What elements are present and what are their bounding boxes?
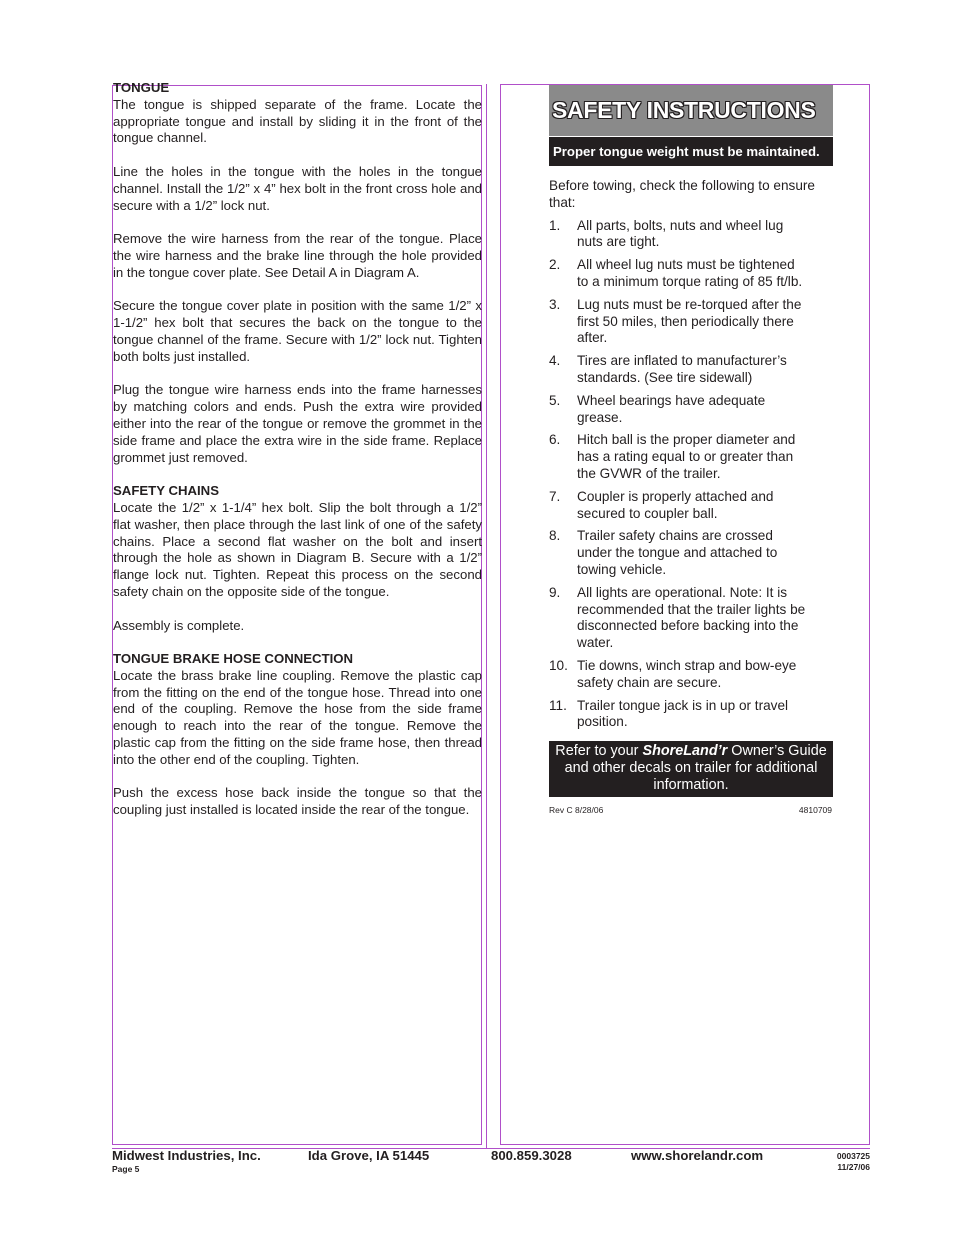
brake-hose-paragraph: Push the excess hose back inside the tongue so that the coupling just installed is located inside the rear of the tongue. [113, 785, 482, 818]
item-text: Wheel bearings have adequate grease. [577, 392, 766, 425]
item-text: Trailer safety chains are crossed under the tongue and attached to towing vehicle. [577, 528, 778, 577]
checklist-item [549, 432, 833, 482]
safety-checklist [549, 218, 833, 732]
document-number: 0003725 [836, 1151, 870, 1161]
item-number: 11. [549, 697, 567, 713]
page-number: Page 5 [112, 1164, 140, 1174]
item-text: Trailer tongue jack is in up or travel position. [577, 697, 789, 730]
checklist-item [549, 393, 833, 427]
item-number: 5. [549, 392, 561, 408]
item-text: All wheel lug nuts must be tightened to a minimum torque rating of 85 ft/lb. [577, 257, 803, 289]
item-text: Tie downs, winch strap and bow-eye safety chain are secure. [577, 657, 797, 690]
brake-hose-paragraph: Locate the brass brake line coupling. Remove the plastic cap from the fitting on the end of the tongue hose. Thread into one end of the coupling. Remove the hose from the side frame enough to reach into the rear of the tongue. Remove the plastic cap from the fitting on the side frame hose, then thread into the other end of the coupling. Tighten. [113, 667, 482, 767]
item-text: Lug nuts must be re-torqued after the first 50 miles, then periodically there after. [577, 296, 802, 346]
safety-title: SAFETY INSTRUCTIONS [549, 85, 833, 136]
tongue-weight-banner: Proper tongue weight must be maintained. [549, 137, 833, 166]
checklist-intro: Before towing, check the following to ensure that: [549, 178, 815, 210]
gutter-guide [486, 84, 487, 1148]
checklist-item [549, 658, 833, 692]
item-number: 8. [549, 528, 561, 544]
item-text: Coupler is properly attached and secured to coupler ball. [577, 488, 774, 521]
item-text: Tires are inflated to manufacturer’s standards. (See tire sidewall) [577, 353, 787, 385]
refer-text: Refer to your [555, 743, 643, 760]
tongue-paragraph: Plug the tongue wire harness ends into the frame harnesses by matching colors and ends. Push the extra wire provided either into the rear of the tongue or remove the grommet in the side frame and place the extra wire in the side frame. Replace grommet just removed. [113, 382, 482, 465]
refer-text: Owner’s Guide and other decals on trailer for additional information. [564, 743, 827, 794]
part-number: 4810709 [798, 805, 832, 816]
checklist-item [549, 218, 833, 252]
phone-number: 800.859.3028 [491, 1148, 572, 1163]
brake-hose-section [113, 651, 482, 819]
checklist-item [549, 353, 833, 387]
item-number: 6. [549, 432, 561, 448]
item-number: 9. [549, 584, 561, 600]
company-name: Midwest Industries, Inc. [112, 1148, 261, 1163]
website-url: www.shorelandr.com [631, 1148, 764, 1163]
item-text: All lights are operational. Note: It is recommended that the trailer lights be disconnected before backing into the water. [577, 584, 806, 651]
checklist-item [549, 489, 833, 523]
owners-guide-note [549, 741, 833, 797]
item-text: Hitch ball is the proper diameter and has a rating equal to or greater than the GVWR of the trailer. [577, 432, 796, 481]
checklist-item [549, 528, 833, 578]
checklist-item [549, 698, 833, 732]
document-date: 11/27/06 [837, 1162, 870, 1172]
brand-name: ShoreLand’r [642, 743, 728, 760]
brake-hose-heading: TONGUE BRAKE HOSE CONNECTION [113, 651, 354, 667]
checklist-item [549, 257, 833, 291]
item-number: 4. [549, 353, 561, 369]
tongue-paragraph: Line the holes in the tongue with the holes in the tongue channel. Install the 1/2” x 4” hex bolt in the front cross hole and secure with a 1/2” lock nut. [113, 163, 482, 213]
checklist-item [549, 297, 833, 347]
safety-chains-paragraph: Locate the 1/2” x 1-1/4” hex bolt. Slip the bolt through a 1/2” flat washer, then place through the last link of one of the safety chains. Place a second flat washer on the bolt and insert through the hole as shown in Diagram B. Secure with a 1/2” flange lock nut. Tighten. Repeat this process on the second safety chain on the opposite side of the tongue. [113, 499, 482, 599]
revision-label: Rev C 8/28/06 [549, 805, 604, 816]
company-city: Ida Grove, IA 51445 [308, 1148, 430, 1163]
revision-row [549, 805, 833, 815]
checklist-item [549, 585, 833, 652]
item-number: 3. [549, 296, 561, 312]
tongue-paragraph: Secure the tongue cover plate in position with the same 1/2” x 1-1/2” hex bolt that secures the back on the tongue to the tongue channel of the frame. Secure with 1/2” lock nut. Tighten both bolts just installed. [113, 298, 482, 364]
item-number: 1. [549, 217, 561, 233]
assembly-complete-text: Assembly is complete. [113, 617, 245, 633]
item-number: 7. [549, 488, 561, 504]
tongue-paragraph: Remove the wire harness from the rear of the tongue. Place the wire harness and the brake line through the hole provided in the tongue cover plate. See Detail A in Diagram A. [113, 231, 482, 280]
tongue-section [113, 80, 482, 466]
item-text: All parts, bolts, nuts and wheel lug nuts are tight. [577, 217, 784, 250]
safety-chains-section [113, 483, 482, 634]
item-number: 10. [549, 657, 568, 673]
item-number: 2. [549, 257, 561, 273]
assembly-instructions [113, 80, 482, 836]
tongue-paragraph: The tongue is shipped separate of the frame. Locate the appropriate tongue and install by sliding it in the front of the tongue channel. [113, 96, 482, 146]
safety-instructions [549, 85, 833, 815]
safety-chains-heading: SAFETY CHAINS [113, 483, 220, 499]
tongue-heading: TONGUE [113, 80, 170, 95]
